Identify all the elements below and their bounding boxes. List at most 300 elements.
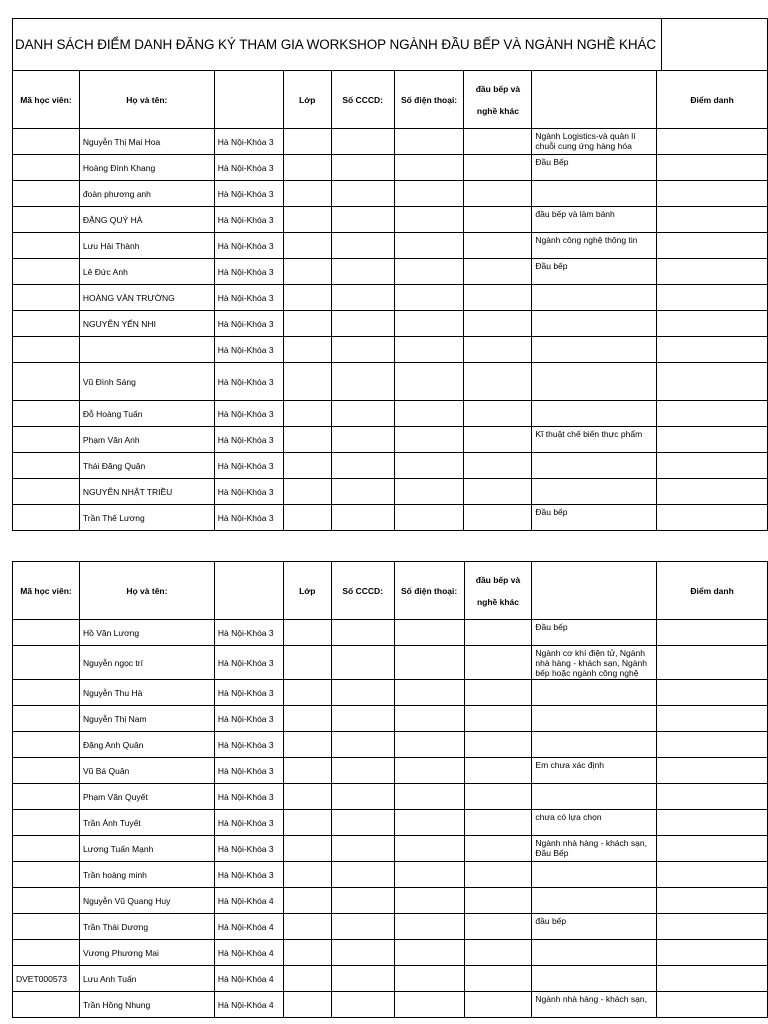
- cell-dau-bep: [464, 914, 532, 940]
- cell-ma-hoc-vien: [13, 427, 80, 453]
- cell-so-cccd: [331, 453, 394, 479]
- cell-so-dien-thoai: [394, 862, 464, 888]
- cell-ho-va-ten: ĐẶNG QUÝ HÀ: [79, 207, 214, 233]
- header-lop: Lớp: [283, 71, 331, 129]
- cell-dau-bep: [464, 337, 532, 363]
- page-title: DANH SÁCH ĐIỂM DANH ĐĂNG KÝ THAM GIA WORKSHOP NGÀNH ĐẦU BẾP VÀ NGÀNH NGHỀ KHÁC: [13, 19, 662, 71]
- cell-so-cccd: [331, 505, 394, 531]
- cell-lop: [283, 479, 331, 505]
- cell-so-dien-thoai: [394, 337, 464, 363]
- header-ma-hoc-vien: Mã học viên:: [13, 71, 80, 129]
- cell-ma-hoc-vien: [13, 914, 80, 940]
- table-header-row: [13, 562, 768, 620]
- cell-so-cccd: [331, 992, 394, 1018]
- cell-nganh-nghe: đầu bếp và làm bánh: [532, 207, 657, 233]
- cell-dau-bep: [464, 285, 532, 311]
- cell-diem-danh: [657, 207, 768, 233]
- cell-diem-danh: [657, 992, 768, 1018]
- cell-ma-hoc-vien: [13, 285, 80, 311]
- cell-diem-danh: [657, 646, 768, 680]
- cell-diem-danh: [657, 259, 768, 285]
- cell-ho-va-ten: Thái Đăng Quân: [79, 453, 214, 479]
- cell-dau-bep: [464, 311, 532, 337]
- cell-ho-va-ten: Vũ Đình Sáng: [79, 363, 214, 401]
- cell-dau-bep: [464, 155, 532, 181]
- cell-khoa: Hà Nội-Khóa 3: [214, 285, 283, 311]
- cell-nganh-nghe: Kĩ thuật chế biến thực phẩm: [532, 427, 657, 453]
- cell-so-dien-thoai: [394, 940, 464, 966]
- cell-ho-va-ten: Trần Hồng Nhung: [79, 992, 214, 1018]
- cell-nganh-nghe: [532, 311, 657, 337]
- cell-ma-hoc-vien: [13, 207, 80, 233]
- header-dau-bep-line1: đầu bếp và: [475, 83, 521, 94]
- cell-lop: [283, 427, 331, 453]
- cell-dau-bep: [464, 940, 532, 966]
- cell-ma-hoc-vien: [13, 181, 80, 207]
- cell-diem-danh: [657, 453, 768, 479]
- cell-khoa: Hà Nội-Khóa 3: [214, 259, 283, 285]
- cell-lop: [283, 311, 331, 337]
- cell-khoa: Hà Nội-Khóa 3: [214, 129, 283, 155]
- cell-diem-danh: [657, 784, 768, 810]
- cell-ma-hoc-vien: [13, 784, 80, 810]
- cell-so-dien-thoai: [394, 706, 464, 732]
- cell-ho-va-ten: NGUYỄN NHẬT TRIỀU: [79, 479, 214, 505]
- cell-diem-danh: [657, 479, 768, 505]
- header-nganh-blank: [532, 71, 657, 129]
- cell-so-cccd: [331, 337, 394, 363]
- cell-so-dien-thoai: [394, 966, 464, 992]
- cell-ho-va-ten: Trần Thế Lương: [79, 505, 214, 531]
- cell-so-cccd: [331, 401, 394, 427]
- cell-diem-danh: [657, 401, 768, 427]
- cell-ma-hoc-vien: [13, 732, 80, 758]
- cell-nganh-nghe: Ngành nhà hàng - khách sạn,: [532, 992, 657, 1018]
- cell-ho-va-ten: Nguyễn Thị Mai Hoa: [79, 129, 214, 155]
- table-row: [13, 888, 768, 914]
- cell-khoa: Hà Nội-Khóa 3: [214, 646, 283, 680]
- cell-so-cccd: [331, 207, 394, 233]
- cell-khoa: Hà Nội-Khóa 3: [214, 784, 283, 810]
- attendance-table-1: [12, 70, 768, 531]
- cell-lop: [283, 940, 331, 966]
- cell-so-cccd: [331, 155, 394, 181]
- cell-khoa: Hà Nội-Khóa 4: [214, 940, 283, 966]
- cell-diem-danh: [657, 914, 768, 940]
- cell-so-dien-thoai: [394, 836, 464, 862]
- cell-so-cccd: [331, 888, 394, 914]
- cell-ho-va-ten: HOÀNG VĂN TRƯỜNG: [79, 285, 214, 311]
- cell-so-dien-thoai: [394, 363, 464, 401]
- title-blank-cell: [661, 19, 767, 71]
- cell-nganh-nghe: [532, 337, 657, 363]
- cell-ho-va-ten: Trần Thái Dương: [79, 914, 214, 940]
- cell-so-cccd: [331, 646, 394, 680]
- cell-diem-danh: [657, 940, 768, 966]
- cell-so-dien-thoai: [394, 129, 464, 155]
- cell-so-cccd: [331, 732, 394, 758]
- cell-so-cccd: [331, 680, 394, 706]
- table-row: [13, 181, 768, 207]
- cell-ma-hoc-vien: [13, 992, 80, 1018]
- table-row: [13, 862, 768, 888]
- cell-lop: [283, 129, 331, 155]
- header-diem-danh: Điểm danh: [657, 71, 768, 129]
- cell-so-dien-thoai: [394, 401, 464, 427]
- cell-so-dien-thoai: [394, 427, 464, 453]
- cell-nganh-nghe: [532, 285, 657, 311]
- cell-khoa: Hà Nội-Khóa 3: [214, 680, 283, 706]
- table-row: [13, 646, 768, 680]
- cell-lop: [283, 207, 331, 233]
- cell-dau-bep: [464, 784, 532, 810]
- cell-ho-va-ten: Vũ Bá Quân: [79, 758, 214, 784]
- cell-so-dien-thoai: [394, 810, 464, 836]
- cell-diem-danh: [657, 337, 768, 363]
- cell-so-cccd: [331, 940, 394, 966]
- cell-khoa: Hà Nội-Khóa 3: [214, 401, 283, 427]
- cell-lop: [283, 181, 331, 207]
- cell-lop: [283, 363, 331, 401]
- header-blank: [214, 562, 283, 620]
- cell-so-cccd: [331, 259, 394, 285]
- cell-so-cccd: [331, 285, 394, 311]
- cell-ma-hoc-vien: [13, 129, 80, 155]
- cell-ma-hoc-vien: [13, 620, 80, 646]
- cell-so-dien-thoai: [394, 155, 464, 181]
- cell-ma-hoc-vien: [13, 888, 80, 914]
- cell-ho-va-ten: Hoàng Đình Khang: [79, 155, 214, 181]
- cell-ho-va-ten: Lê Đức Anh: [79, 259, 214, 285]
- cell-lop: [283, 914, 331, 940]
- cell-so-cccd: [331, 479, 394, 505]
- header-dau-bep-line2: nghề khác: [476, 596, 519, 607]
- cell-diem-danh: [657, 620, 768, 646]
- table-row: [13, 505, 768, 531]
- cell-so-cccd: [331, 129, 394, 155]
- cell-dau-bep: [464, 888, 532, 914]
- cell-nganh-nghe: [532, 862, 657, 888]
- header-ho-va-ten: Họ và tên:: [79, 71, 214, 129]
- cell-ho-va-ten: Trần hoàng minh: [79, 862, 214, 888]
- cell-khoa: Hà Nội-Khóa 3: [214, 620, 283, 646]
- cell-ma-hoc-vien: [13, 337, 80, 363]
- table-row: [13, 784, 768, 810]
- cell-ma-hoc-vien: [13, 401, 80, 427]
- cell-lop: [283, 862, 331, 888]
- cell-lop: [283, 706, 331, 732]
- cell-khoa: Hà Nội-Khóa 3: [214, 732, 283, 758]
- cell-khoa: Hà Nội-Khóa 3: [214, 706, 283, 732]
- cell-khoa: Hà Nội-Khóa 3: [214, 337, 283, 363]
- cell-lop: [283, 732, 331, 758]
- title-table: [12, 18, 768, 71]
- cell-lop: [283, 233, 331, 259]
- cell-ma-hoc-vien: [13, 862, 80, 888]
- cell-so-cccd: [331, 836, 394, 862]
- header-dau-bep-line2: nghề khác: [476, 105, 519, 116]
- table-row: [13, 337, 768, 363]
- cell-so-dien-thoai: [394, 758, 464, 784]
- cell-nganh-nghe: [532, 181, 657, 207]
- cell-so-dien-thoai: [394, 311, 464, 337]
- header-so-dien-thoai: Số điện thoại:: [394, 71, 464, 129]
- cell-ma-hoc-vien: [13, 155, 80, 181]
- cell-diem-danh: [657, 505, 768, 531]
- cell-nganh-nghe: [532, 706, 657, 732]
- cell-so-dien-thoai: [394, 732, 464, 758]
- table-row: [13, 620, 768, 646]
- cell-ho-va-ten: Phạm Văn Anh: [79, 427, 214, 453]
- cell-so-cccd: [331, 427, 394, 453]
- cell-ho-va-ten: Nguyễn Vũ Quang Huy: [79, 888, 214, 914]
- cell-lop: [283, 620, 331, 646]
- cell-nganh-nghe: Ngành Logistics-và quản lí chuỗi cung ứng hàng hóa: [532, 129, 657, 155]
- cell-ho-va-ten: Phạm Văn Quyết: [79, 784, 214, 810]
- cell-lop: [283, 155, 331, 181]
- table-row: [13, 758, 768, 784]
- cell-khoa: Hà Nội-Khóa 3: [214, 505, 283, 531]
- cell-khoa: Hà Nội-Khóa 4: [214, 966, 283, 992]
- cell-lop: [283, 888, 331, 914]
- cell-dau-bep: [464, 680, 532, 706]
- cell-ma-hoc-vien: [13, 810, 80, 836]
- cell-diem-danh: [657, 311, 768, 337]
- cell-ho-va-ten: Trần Ánh Tuyết: [79, 810, 214, 836]
- cell-lop: [283, 646, 331, 680]
- cell-so-cccd: [331, 181, 394, 207]
- cell-so-dien-thoai: [394, 680, 464, 706]
- attendance-table-2: [12, 561, 768, 1018]
- cell-ma-hoc-vien: [13, 940, 80, 966]
- table-row: [13, 259, 768, 285]
- header-so-dien-thoai: Số điện thoại:: [394, 562, 464, 620]
- cell-dau-bep: [464, 646, 532, 680]
- cell-nganh-nghe: Đầu bếp: [532, 620, 657, 646]
- cell-nganh-nghe: [532, 940, 657, 966]
- cell-khoa: Hà Nội-Khóa 4: [214, 888, 283, 914]
- cell-lop: [283, 810, 331, 836]
- cell-nganh-nghe: Ngành công nghệ thông tin: [532, 233, 657, 259]
- cell-dau-bep: [464, 706, 532, 732]
- cell-khoa: Hà Nội-Khóa 3: [214, 207, 283, 233]
- cell-nganh-nghe: [532, 966, 657, 992]
- header-ho-va-ten: Họ và tên:: [79, 562, 214, 620]
- cell-nganh-nghe: Đầu bếp: [532, 505, 657, 531]
- cell-so-dien-thoai: [394, 646, 464, 680]
- cell-diem-danh: [657, 155, 768, 181]
- cell-dau-bep: [464, 363, 532, 401]
- table-row: [13, 363, 768, 401]
- cell-so-cccd: [331, 784, 394, 810]
- cell-khoa: Hà Nội-Khóa 3: [214, 758, 283, 784]
- cell-so-dien-thoai: [394, 888, 464, 914]
- cell-ma-hoc-vien: [13, 453, 80, 479]
- cell-nganh-nghe: [532, 453, 657, 479]
- cell-dau-bep: [464, 992, 532, 1018]
- cell-nganh-nghe: [532, 479, 657, 505]
- cell-khoa: Hà Nội-Khóa 3: [214, 363, 283, 401]
- cell-lop: [283, 453, 331, 479]
- table-row: [13, 706, 768, 732]
- cell-diem-danh: [657, 732, 768, 758]
- cell-dau-bep: [464, 207, 532, 233]
- cell-so-cccd: [331, 311, 394, 337]
- cell-diem-danh: [657, 888, 768, 914]
- cell-so-dien-thoai: [394, 992, 464, 1018]
- cell-ho-va-ten: Lưu Hải Thành: [79, 233, 214, 259]
- cell-so-cccd: [331, 706, 394, 732]
- cell-lop: [283, 259, 331, 285]
- cell-lop: [283, 966, 331, 992]
- cell-ho-va-ten: Đỗ Hoàng Tuấn: [79, 401, 214, 427]
- cell-khoa: Hà Nội-Khóa 3: [214, 810, 283, 836]
- table-row: [13, 285, 768, 311]
- table-row: [13, 479, 768, 505]
- cell-nganh-nghe: [532, 888, 657, 914]
- cell-diem-danh: [657, 233, 768, 259]
- cell-nganh-nghe: Đầu Bếp: [532, 155, 657, 181]
- cell-so-dien-thoai: [394, 181, 464, 207]
- table-row: [13, 207, 768, 233]
- table-row: [13, 914, 768, 940]
- cell-diem-danh: [657, 181, 768, 207]
- cell-diem-danh: [657, 285, 768, 311]
- cell-diem-danh: [657, 758, 768, 784]
- table-row: [13, 680, 768, 706]
- cell-dau-bep: [464, 758, 532, 784]
- cell-ho-va-ten: Nguyễn ngọc trí: [79, 646, 214, 680]
- cell-nganh-nghe: Ngành nhà hàng - khách sạn, Đầu Bếp: [532, 836, 657, 862]
- cell-khoa: Hà Nội-Khóa 3: [214, 836, 283, 862]
- cell-nganh-nghe: [532, 401, 657, 427]
- cell-diem-danh: [657, 810, 768, 836]
- cell-ma-hoc-vien: [13, 646, 80, 680]
- table-row: [13, 810, 768, 836]
- cell-ma-hoc-vien: [13, 259, 80, 285]
- cell-so-dien-thoai: [394, 505, 464, 531]
- cell-so-cccd: [331, 810, 394, 836]
- header-dau-bep: [464, 562, 532, 620]
- cell-khoa: Hà Nội-Khóa 3: [214, 479, 283, 505]
- cell-lop: [283, 285, 331, 311]
- cell-dau-bep: [464, 505, 532, 531]
- cell-dau-bep: [464, 233, 532, 259]
- cell-so-dien-thoai: [394, 233, 464, 259]
- cell-diem-danh: [657, 862, 768, 888]
- table-row: [13, 992, 768, 1018]
- table-row: [13, 732, 768, 758]
- table-header-row: [13, 71, 768, 129]
- cell-diem-danh: [657, 836, 768, 862]
- table-row: [13, 427, 768, 453]
- cell-diem-danh: [657, 680, 768, 706]
- cell-so-cccd: [331, 758, 394, 784]
- cell-ma-hoc-vien: [13, 706, 80, 732]
- cell-so-cccd: [331, 620, 394, 646]
- cell-lop: [283, 758, 331, 784]
- cell-ho-va-ten: Đặng Anh Quân: [79, 732, 214, 758]
- table-row: [13, 233, 768, 259]
- table-row: [13, 129, 768, 155]
- cell-nganh-nghe: [532, 784, 657, 810]
- cell-ho-va-ten: Lương Tuấn Mạnh: [79, 836, 214, 862]
- cell-nganh-nghe: [532, 363, 657, 401]
- cell-lop: [283, 505, 331, 531]
- table-row: [13, 836, 768, 862]
- cell-lop: [283, 680, 331, 706]
- cell-dau-bep: [464, 810, 532, 836]
- cell-dau-bep: [464, 401, 532, 427]
- cell-ho-va-ten: Hồ Văn Lương: [79, 620, 214, 646]
- cell-ma-hoc-vien: DVET000573: [13, 966, 80, 992]
- table-row: [13, 401, 768, 427]
- cell-nganh-nghe: Em chưa xác định: [532, 758, 657, 784]
- cell-dau-bep: [464, 620, 532, 646]
- cell-nganh-nghe: đầu bếp: [532, 914, 657, 940]
- table-row: [13, 311, 768, 337]
- header-dau-bep: [464, 71, 532, 129]
- cell-so-cccd: [331, 966, 394, 992]
- cell-ho-va-ten: đoàn phương anh: [79, 181, 214, 207]
- cell-khoa: Hà Nội-Khóa 3: [214, 233, 283, 259]
- cell-lop: [283, 784, 331, 810]
- cell-ma-hoc-vien: [13, 233, 80, 259]
- cell-khoa: Hà Nội-Khóa 3: [214, 181, 283, 207]
- cell-so-dien-thoai: [394, 453, 464, 479]
- cell-ho-va-ten: [79, 337, 214, 363]
- cell-so-dien-thoai: [394, 285, 464, 311]
- table-row: [13, 453, 768, 479]
- cell-dau-bep: [464, 479, 532, 505]
- cell-khoa: Hà Nội-Khóa 3: [214, 155, 283, 181]
- cell-ma-hoc-vien: [13, 758, 80, 784]
- header-lop: Lớp: [283, 562, 331, 620]
- cell-diem-danh: [657, 966, 768, 992]
- cell-dau-bep: [464, 259, 532, 285]
- cell-lop: [283, 401, 331, 427]
- table-row: [13, 155, 768, 181]
- cell-so-dien-thoai: [394, 784, 464, 810]
- cell-diem-danh: [657, 706, 768, 732]
- cell-diem-danh: [657, 129, 768, 155]
- cell-so-dien-thoai: [394, 259, 464, 285]
- cell-ho-va-ten: Lưu Anh Tuấn: [79, 966, 214, 992]
- cell-dau-bep: [464, 129, 532, 155]
- header-so-cccd: Số CCCD:: [331, 71, 394, 129]
- header-dau-bep-line1: đầu bếp và: [475, 574, 521, 585]
- cell-ho-va-ten: Nguyễn Thị Nam: [79, 706, 214, 732]
- header-so-cccd: Số CCCD:: [331, 562, 394, 620]
- cell-khoa: Hà Nội-Khóa 4: [214, 914, 283, 940]
- cell-ma-hoc-vien: [13, 479, 80, 505]
- cell-khoa: Hà Nội-Khóa 3: [214, 862, 283, 888]
- cell-lop: [283, 992, 331, 1018]
- header-nganh-blank: [532, 562, 657, 620]
- table-row: [13, 966, 768, 992]
- header-diem-danh: Điểm danh: [657, 562, 768, 620]
- cell-ma-hoc-vien: [13, 680, 80, 706]
- cell-ho-va-ten: NGUYỄN YẾN NHI: [79, 311, 214, 337]
- cell-so-dien-thoai: [394, 479, 464, 505]
- cell-so-dien-thoai: [394, 620, 464, 646]
- cell-nganh-nghe: [532, 732, 657, 758]
- cell-nganh-nghe: Ngành cơ khí điện tử, Ngành nhà hàng - khách sạn, Ngành bếp hoặc ngành công nghệ: [532, 646, 657, 680]
- cell-khoa: Hà Nội-Khóa 3: [214, 311, 283, 337]
- cell-so-cccd: [331, 862, 394, 888]
- cell-khoa: Hà Nội-Khóa 4: [214, 992, 283, 1018]
- cell-ma-hoc-vien: [13, 505, 80, 531]
